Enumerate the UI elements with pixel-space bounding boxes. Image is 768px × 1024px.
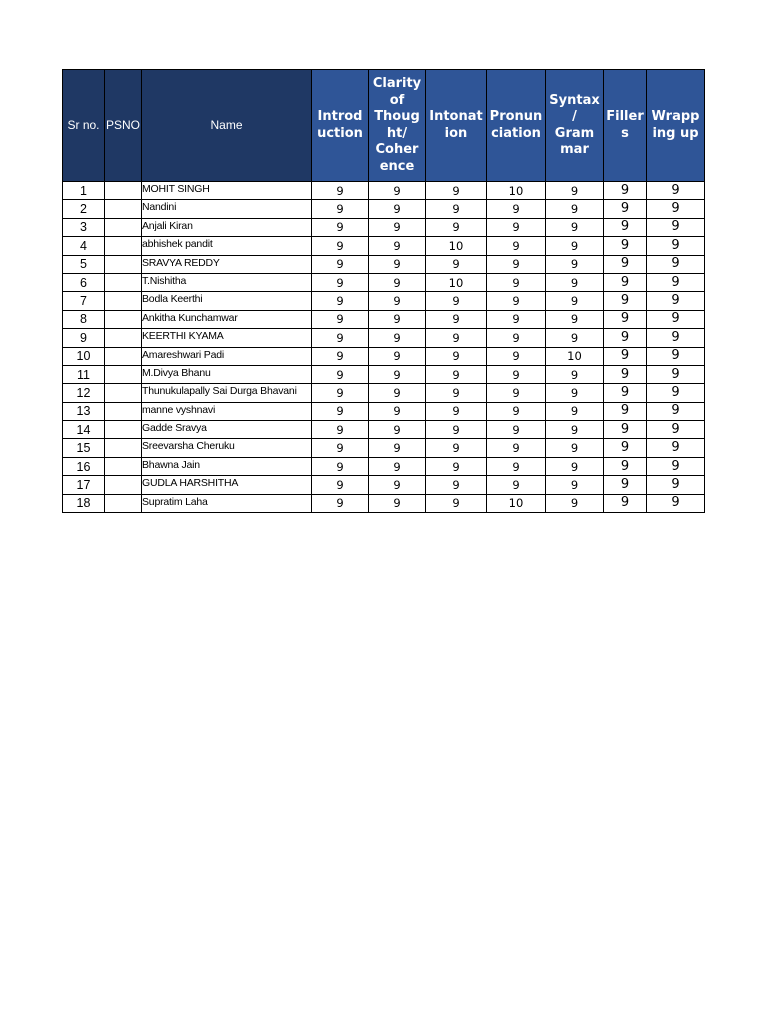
- intonation-score-cell: 9: [426, 218, 487, 236]
- name-cell: Supratim Laha: [142, 494, 312, 512]
- intonation-score-cell: 10: [426, 237, 487, 255]
- intonation-score-cell: 9: [426, 329, 487, 347]
- introduction-score-cell: 9: [312, 200, 369, 218]
- clarity-score-cell: 9: [369, 494, 426, 512]
- intonation-score-cell: 10: [426, 273, 487, 291]
- pronunciation-score-cell: 10: [487, 182, 546, 200]
- name-cell: Ankitha Kunchamwar: [142, 310, 312, 328]
- sr-no-cell: 11: [63, 365, 105, 383]
- header-line: Thoug: [374, 109, 420, 124]
- sr-no-cell: 1: [63, 182, 105, 200]
- fillers-score-cell: 9: [604, 402, 647, 420]
- pronunciation-score-cell: 9: [487, 273, 546, 291]
- syntax-grammar-score-cell: 9: [546, 421, 604, 439]
- syntax-grammar-score-cell: 9: [546, 494, 604, 512]
- psno-cell: [105, 292, 142, 310]
- clarity-score-cell: 9: [369, 237, 426, 255]
- wrapping-up-score-cell: 9: [647, 292, 705, 310]
- fillers-score-cell: 9: [604, 292, 647, 310]
- psno-cell: [105, 237, 142, 255]
- table-row: [63, 402, 705, 420]
- introduction-score-cell: 9: [312, 182, 369, 200]
- psno-cell: [105, 365, 142, 383]
- intonation-score-cell: 9: [426, 182, 487, 200]
- table-row: [63, 292, 705, 310]
- intonation-score-cell: 9: [426, 200, 487, 218]
- name-cell: Amareshwari Padi: [142, 347, 312, 365]
- table-row: [63, 237, 705, 255]
- name-cell: Sreevarsha Cheruku: [142, 439, 312, 457]
- clarity-score-cell: 9: [369, 218, 426, 236]
- syntax-grammar-score-cell: 9: [546, 439, 604, 457]
- sr-no-cell: 5: [63, 255, 105, 273]
- header-line: Coher: [375, 142, 419, 157]
- pronunciation-score-cell: 9: [487, 421, 546, 439]
- name-cell: Gadde Sravya: [142, 421, 312, 439]
- wrapping-up-score-cell: 9: [647, 402, 705, 420]
- header-line: Wrapp: [651, 109, 700, 124]
- pronunciation-score-cell: 9: [487, 347, 546, 365]
- wrapping-up-score-cell: 9: [647, 218, 705, 236]
- fillers-score-cell: 9: [604, 329, 647, 347]
- table-row: [63, 310, 705, 328]
- fillers-score-cell: 9: [604, 384, 647, 402]
- intonation-score-cell: 9: [426, 439, 487, 457]
- sr-no-cell: 12: [63, 384, 105, 402]
- clarity-score-cell: 9: [369, 402, 426, 420]
- wrapping-up-score-cell: 9: [647, 421, 705, 439]
- header-pronunciation: [487, 70, 546, 182]
- table-row: [63, 329, 705, 347]
- name-cell: manne vyshnavi: [142, 402, 312, 420]
- name-cell: Nandini: [142, 200, 312, 218]
- wrapping-up-score-cell: 9: [647, 255, 705, 273]
- table-row: [63, 494, 705, 512]
- header-syntax-grammar: [546, 70, 604, 182]
- wrapping-up-score-cell: 9: [647, 384, 705, 402]
- clarity-score-cell: 9: [369, 255, 426, 273]
- header-line: s: [621, 125, 629, 141]
- header-sr-no: Sr no.: [63, 70, 105, 182]
- introduction-score-cell: 9: [312, 384, 369, 402]
- psno-cell: [105, 255, 142, 273]
- psno-cell: [105, 439, 142, 457]
- clarity-score-cell: 9: [369, 182, 426, 200]
- intonation-score-cell: 9: [426, 365, 487, 383]
- introduction-score-cell: 9: [312, 347, 369, 365]
- psno-cell: [105, 200, 142, 218]
- header-row: [63, 70, 705, 182]
- header-line: Intonat: [429, 109, 483, 124]
- pronunciation-score-cell: 9: [487, 255, 546, 273]
- pronunciation-score-cell: 9: [487, 200, 546, 218]
- clarity-score-cell: 9: [369, 365, 426, 383]
- header-introduction: [312, 70, 369, 182]
- pronunciation-score-cell: 9: [487, 292, 546, 310]
- header-line: ht/: [386, 125, 408, 141]
- wrapping-up-score-cell: 9: [647, 200, 705, 218]
- name-cell: GUDLA HARSHITHA: [142, 476, 312, 494]
- intonation-score-cell: 9: [426, 384, 487, 402]
- table-row: [63, 384, 705, 402]
- name-cell: Anjali Kiran: [142, 218, 312, 236]
- psno-cell: [105, 494, 142, 512]
- clarity-score-cell: 9: [369, 200, 426, 218]
- psno-cell: [105, 384, 142, 402]
- introduction-score-cell: 9: [312, 457, 369, 475]
- psno-cell: [105, 218, 142, 236]
- fillers-score-cell: 9: [604, 255, 647, 273]
- syntax-grammar-score-cell: 9: [546, 200, 604, 218]
- sr-no-cell: 15: [63, 439, 105, 457]
- syntax-grammar-score-cell: 9: [546, 255, 604, 273]
- header-psno: PSNO: [105, 70, 142, 182]
- introduction-score-cell: 9: [312, 476, 369, 494]
- psno-cell: [105, 476, 142, 494]
- header-line: ciation: [491, 125, 541, 141]
- fillers-score-cell: 9: [604, 218, 647, 236]
- fillers-score-cell: 9: [604, 476, 647, 494]
- name-cell: Bhawna Jain: [142, 457, 312, 475]
- name-cell: abhishek pandit: [142, 237, 312, 255]
- pronunciation-score-cell: 9: [487, 402, 546, 420]
- header-clarity: [369, 70, 426, 182]
- pronunciation-score-cell: 9: [487, 237, 546, 255]
- header-fillers: [604, 70, 647, 182]
- introduction-score-cell: 9: [312, 494, 369, 512]
- name-cell: T.Nishitha: [142, 273, 312, 291]
- fillers-score-cell: 9: [604, 200, 647, 218]
- sr-no-cell: 17: [63, 476, 105, 494]
- sr-no-cell: 2: [63, 200, 105, 218]
- intonation-score-cell: 9: [426, 347, 487, 365]
- psno-cell: [105, 421, 142, 439]
- psno-cell: [105, 273, 142, 291]
- table-row: [63, 421, 705, 439]
- fillers-score-cell: 9: [604, 439, 647, 457]
- fillers-score-cell: 9: [604, 310, 647, 328]
- evaluation-table: [62, 69, 705, 513]
- introduction-score-cell: 9: [312, 365, 369, 383]
- syntax-grammar-score-cell: 10: [546, 347, 604, 365]
- clarity-score-cell: 9: [369, 421, 426, 439]
- syntax-grammar-score-cell: 9: [546, 292, 604, 310]
- header-line: /: [572, 109, 577, 124]
- header-line: Filler: [606, 109, 644, 124]
- syntax-grammar-score-cell: 9: [546, 310, 604, 328]
- fillers-score-cell: 9: [604, 365, 647, 383]
- header-line: Clarity: [372, 76, 422, 91]
- clarity-score-cell: 9: [369, 347, 426, 365]
- syntax-grammar-score-cell: 9: [546, 476, 604, 494]
- introduction-score-cell: 9: [312, 237, 369, 255]
- wrapping-up-score-cell: 9: [647, 494, 705, 512]
- introduction-score-cell: 9: [312, 292, 369, 310]
- sr-no-cell: 10: [63, 347, 105, 365]
- header-line: Pronun: [489, 109, 543, 124]
- clarity-score-cell: 9: [369, 292, 426, 310]
- table-row: [63, 218, 705, 236]
- pronunciation-score-cell: 9: [487, 439, 546, 457]
- pronunciation-score-cell: 10: [487, 494, 546, 512]
- syntax-grammar-score-cell: 9: [546, 218, 604, 236]
- syntax-grammar-score-cell: 9: [546, 329, 604, 347]
- introduction-score-cell: 9: [312, 310, 369, 328]
- header-line: uction: [317, 125, 363, 141]
- pronunciation-score-cell: 9: [487, 310, 546, 328]
- syntax-grammar-score-cell: 9: [546, 384, 604, 402]
- intonation-score-cell: 9: [426, 494, 487, 512]
- introduction-score-cell: 9: [312, 402, 369, 420]
- wrapping-up-score-cell: 9: [647, 329, 705, 347]
- syntax-grammar-score-cell: 9: [546, 402, 604, 420]
- sr-no-cell: 8: [63, 310, 105, 328]
- fillers-score-cell: 9: [604, 182, 647, 200]
- header-wrapping-up: [647, 70, 705, 182]
- clarity-score-cell: 9: [369, 273, 426, 291]
- table-body: [63, 182, 705, 513]
- wrapping-up-score-cell: 9: [647, 476, 705, 494]
- table-row: [63, 273, 705, 291]
- wrapping-up-score-cell: 9: [647, 457, 705, 475]
- introduction-score-cell: 9: [312, 421, 369, 439]
- intonation-score-cell: 9: [426, 402, 487, 420]
- wrapping-up-score-cell: 9: [647, 273, 705, 291]
- introduction-score-cell: 9: [312, 439, 369, 457]
- pronunciation-score-cell: 9: [487, 329, 546, 347]
- psno-cell: [105, 182, 142, 200]
- fillers-score-cell: 9: [604, 494, 647, 512]
- header-line: Gram: [554, 125, 595, 141]
- clarity-score-cell: 9: [369, 384, 426, 402]
- header-line: Introd: [317, 109, 363, 124]
- syntax-grammar-score-cell: 9: [546, 365, 604, 383]
- header-line: ence: [379, 158, 415, 174]
- table-row: [63, 182, 705, 200]
- syntax-grammar-score-cell: 9: [546, 182, 604, 200]
- introduction-score-cell: 9: [312, 273, 369, 291]
- header-name: Name: [142, 70, 312, 182]
- wrapping-up-score-cell: 9: [647, 347, 705, 365]
- intonation-score-cell: 9: [426, 476, 487, 494]
- sr-no-cell: 18: [63, 494, 105, 512]
- table-header: [63, 70, 705, 182]
- introduction-score-cell: 9: [312, 255, 369, 273]
- wrapping-up-score-cell: 9: [647, 365, 705, 383]
- sr-no-cell: 6: [63, 273, 105, 291]
- table-row: [63, 457, 705, 475]
- syntax-grammar-score-cell: 9: [546, 273, 604, 291]
- pronunciation-score-cell: 9: [487, 218, 546, 236]
- wrapping-up-score-cell: 9: [647, 439, 705, 457]
- table-row: [63, 255, 705, 273]
- wrapping-up-score-cell: 9: [647, 310, 705, 328]
- sr-no-cell: 16: [63, 457, 105, 475]
- wrapping-up-score-cell: 9: [647, 182, 705, 200]
- intonation-score-cell: 9: [426, 310, 487, 328]
- table-row: [63, 476, 705, 494]
- clarity-score-cell: 9: [369, 457, 426, 475]
- name-cell: SRAVYA REDDY: [142, 255, 312, 273]
- intonation-score-cell: 9: [426, 292, 487, 310]
- table-row: [63, 347, 705, 365]
- wrapping-up-score-cell: 9: [647, 237, 705, 255]
- intonation-score-cell: 9: [426, 457, 487, 475]
- clarity-score-cell: 9: [369, 310, 426, 328]
- pronunciation-score-cell: 9: [487, 457, 546, 475]
- fillers-score-cell: 9: [604, 347, 647, 365]
- psno-cell: [105, 402, 142, 420]
- header-line: Syntax: [549, 92, 600, 108]
- header-line: ing up: [652, 125, 699, 141]
- table-row: [63, 439, 705, 457]
- syntax-grammar-score-cell: 9: [546, 237, 604, 255]
- sr-no-cell: 7: [63, 292, 105, 310]
- fillers-score-cell: 9: [604, 421, 647, 439]
- sr-no-cell: 9: [63, 329, 105, 347]
- fillers-score-cell: 9: [604, 457, 647, 475]
- pronunciation-score-cell: 9: [487, 384, 546, 402]
- name-cell: MOHIT SINGH: [142, 182, 312, 200]
- sr-no-cell: 4: [63, 237, 105, 255]
- psno-cell: [105, 347, 142, 365]
- sr-no-cell: 14: [63, 421, 105, 439]
- pronunciation-score-cell: 9: [487, 476, 546, 494]
- clarity-score-cell: 9: [369, 329, 426, 347]
- psno-cell: [105, 457, 142, 475]
- name-cell: M.Divya Bhanu: [142, 365, 312, 383]
- header-line: mar: [560, 142, 589, 157]
- introduction-score-cell: 9: [312, 218, 369, 236]
- header-line: of: [389, 92, 405, 108]
- introduction-score-cell: 9: [312, 329, 369, 347]
- psno-cell: [105, 310, 142, 328]
- clarity-score-cell: 9: [369, 476, 426, 494]
- sr-no-cell: 3: [63, 218, 105, 236]
- name-cell: KEERTHI KYAMA: [142, 329, 312, 347]
- sr-no-cell: 13: [63, 402, 105, 420]
- fillers-score-cell: 9: [604, 237, 647, 255]
- clarity-score-cell: 9: [369, 439, 426, 457]
- pronunciation-score-cell: 9: [487, 365, 546, 383]
- name-cell: Thunukulapally Sai Durga Bhavani: [142, 384, 312, 402]
- name-cell: Bodla Keerthi: [142, 292, 312, 310]
- syntax-grammar-score-cell: 9: [546, 457, 604, 475]
- psno-cell: [105, 329, 142, 347]
- table-row: [63, 365, 705, 383]
- intonation-score-cell: 9: [426, 255, 487, 273]
- header-line: ion: [444, 125, 468, 141]
- header-intonation: [426, 70, 487, 182]
- table-row: [63, 200, 705, 218]
- intonation-score-cell: 9: [426, 421, 487, 439]
- fillers-score-cell: 9: [604, 273, 647, 291]
